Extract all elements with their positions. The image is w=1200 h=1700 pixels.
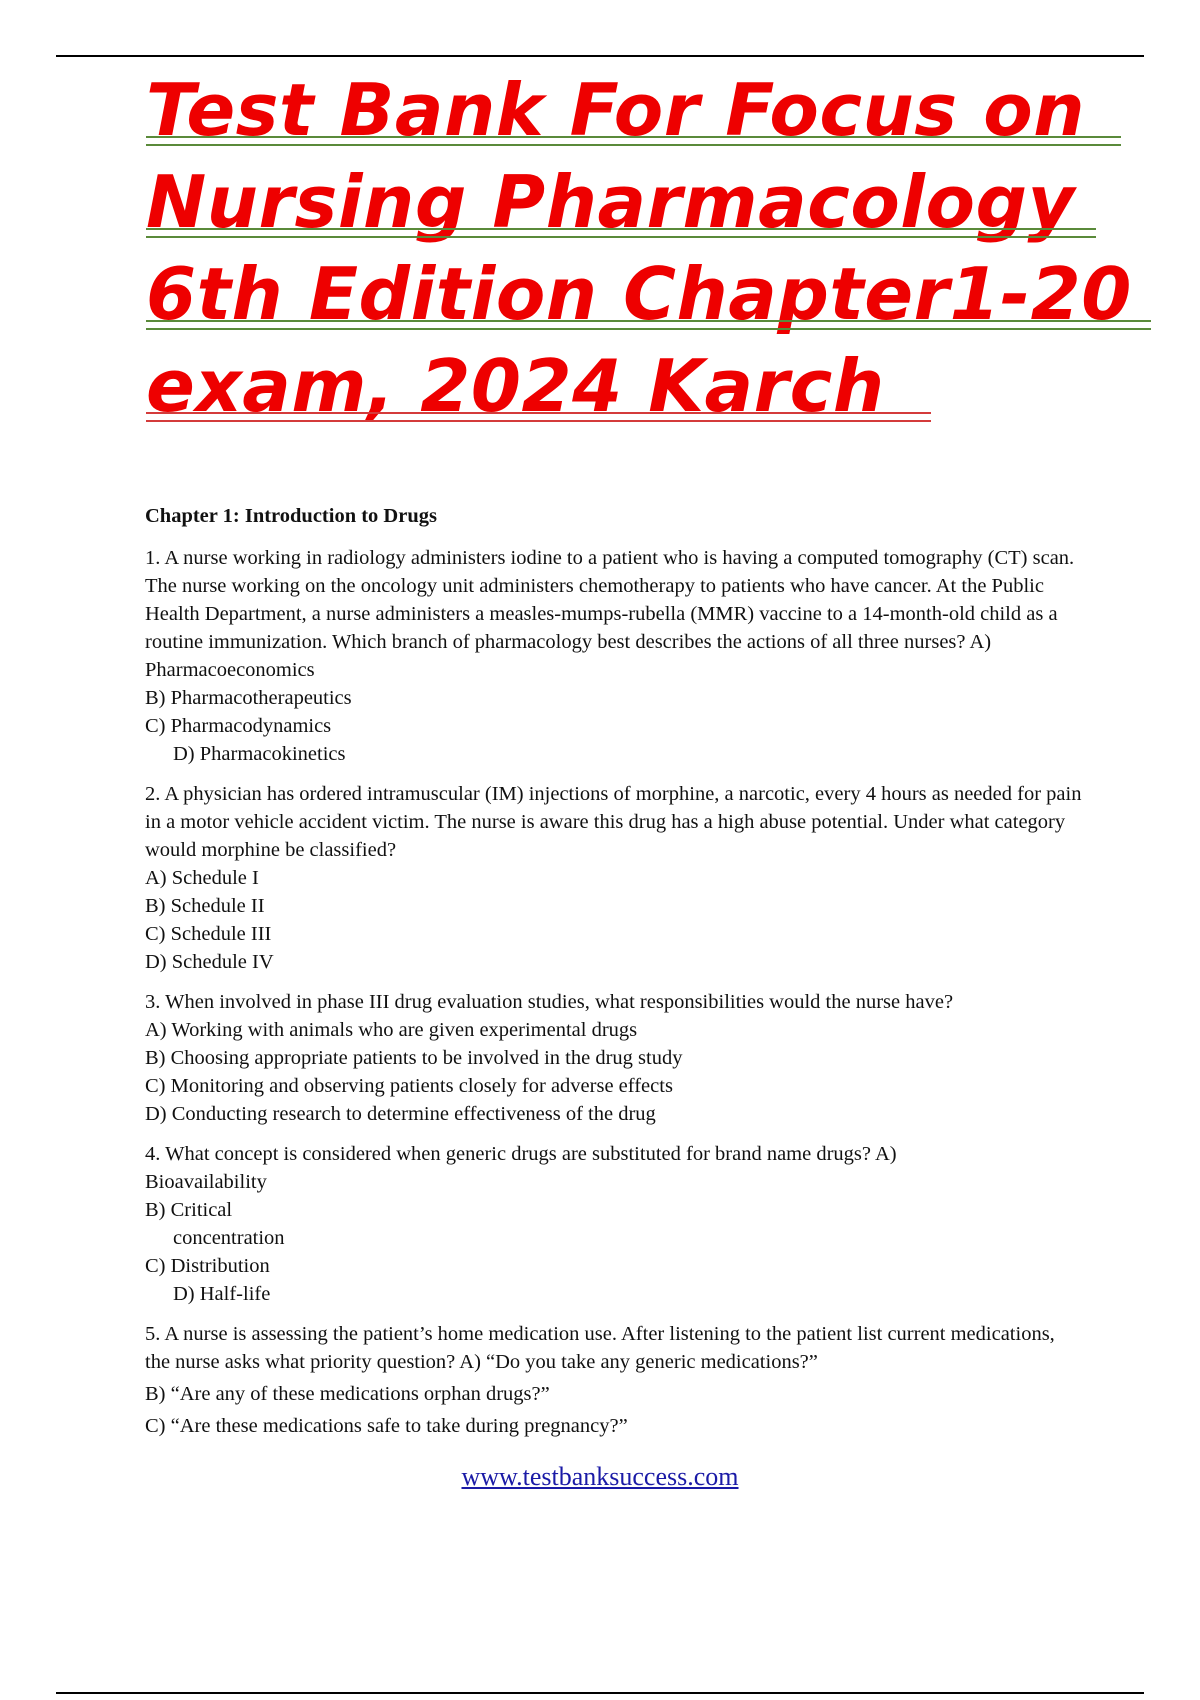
title-underline-2 [146, 228, 1096, 238]
question-2-option-c: C) Schedule III [145, 923, 272, 945]
footer-website-link[interactable]: www.testbanksuccess.com [461, 1462, 739, 1491]
document-title [146, 64, 1166, 432]
title-line-4: exam, 2024 Karch [146, 344, 885, 428]
question-3-option-a: A) Working with animals who are given experimental drugs [145, 1019, 638, 1041]
question-1-line-2: The nurse working on the oncology unit administers chemotherapy to patients who have cancer. At the Public [145, 575, 1044, 597]
title-line-1: Test Bank For Focus on [146, 68, 1085, 152]
document-body [145, 502, 1160, 1452]
question-4-option-b: B) Critical [145, 1199, 233, 1221]
title-line-3: 6th Edition Chapter1-20 [146, 252, 1132, 336]
question-2-option-d: D) Schedule IV [145, 951, 274, 973]
title-line-2: Nursing Pharmacology [146, 160, 1075, 244]
question-1-line-5: Pharmacoeconomics [145, 659, 315, 681]
question-5-line-2: the nurse asks what priority question? A) “Do you take any generic medications?” [145, 1351, 818, 1373]
question-4 [145, 1140, 1160, 1308]
question-1-option-c: C) Pharmacodynamics [145, 715, 332, 737]
question-3 [145, 988, 1160, 1128]
question-1-line-4: routine immunization. Which branch of pharmacology best describes the actions of all three nurses? A) [145, 631, 992, 653]
bottom-rule [56, 1692, 1144, 1694]
question-4-option-b-cont: concentration [173, 1227, 285, 1249]
question-2 [145, 780, 1160, 976]
question-1-line-1: 1. A nurse working in radiology administers iodine to a patient who is having a computed tomography (CT) scan. [145, 547, 1075, 569]
question-3-line-1: 3. When involved in phase III drug evaluation studies, what responsibilities would the nurse have? [145, 991, 954, 1013]
question-4-option-c: C) Distribution [145, 1255, 270, 1277]
question-3-option-c: C) Monitoring and observing patients closely for adverse effects [145, 1075, 673, 1097]
question-2-option-a: A) Schedule I [145, 867, 259, 889]
question-1-line-3: Health Department, a nurse administers a measles-mumps-rubella (MMR) vaccine to a 14-month-old child as a [145, 603, 1058, 625]
question-1 [145, 544, 1160, 768]
question-1-option-b: B) Pharmacotherapeutics [145, 687, 352, 709]
question-1-option-d: D) Pharmacokinetics [173, 743, 346, 765]
question-5-option-c: C) “Are these medications safe to take during pregnancy?” [145, 1415, 628, 1437]
title-underline-4 [146, 412, 931, 422]
question-2-line-2: in a motor vehicle accident victim. The nurse is aware this drug has a high abuse potential. Under what category [145, 811, 1066, 833]
question-2-line-3: would morphine be classified? [145, 839, 397, 861]
title-underline-1 [146, 136, 1121, 146]
question-3-option-b: B) Choosing appropriate patients to be involved in the drug study [145, 1047, 683, 1069]
chapter-heading: Chapter 1: Introduction to Drugs [145, 505, 437, 527]
question-4-option-d: D) Half-life [173, 1283, 271, 1305]
question-5-line-1: 5. A nurse is assessing the patient’s home medication use. After listening to the patient list current medications, [145, 1323, 1055, 1345]
top-rule [56, 55, 1144, 57]
question-2-option-b: B) Schedule II [145, 895, 265, 917]
title-underline-3 [146, 320, 1151, 330]
question-2-line-1: 2. A physician has ordered intramuscular (IM) injections of morphine, a narcotic, every 4 hours as needed for pain [145, 783, 1082, 805]
question-3-option-d: D) Conducting research to determine effectiveness of the drug [145, 1103, 656, 1125]
question-4-line-2: Bioavailability [145, 1171, 267, 1193]
question-5-option-b: B) “Are any of these medications orphan drugs?” [145, 1383, 550, 1405]
question-4-line-1: 4. What concept is considered when generic drugs are substituted for brand name drugs? A) [145, 1143, 897, 1165]
question-5 [145, 1320, 1160, 1440]
